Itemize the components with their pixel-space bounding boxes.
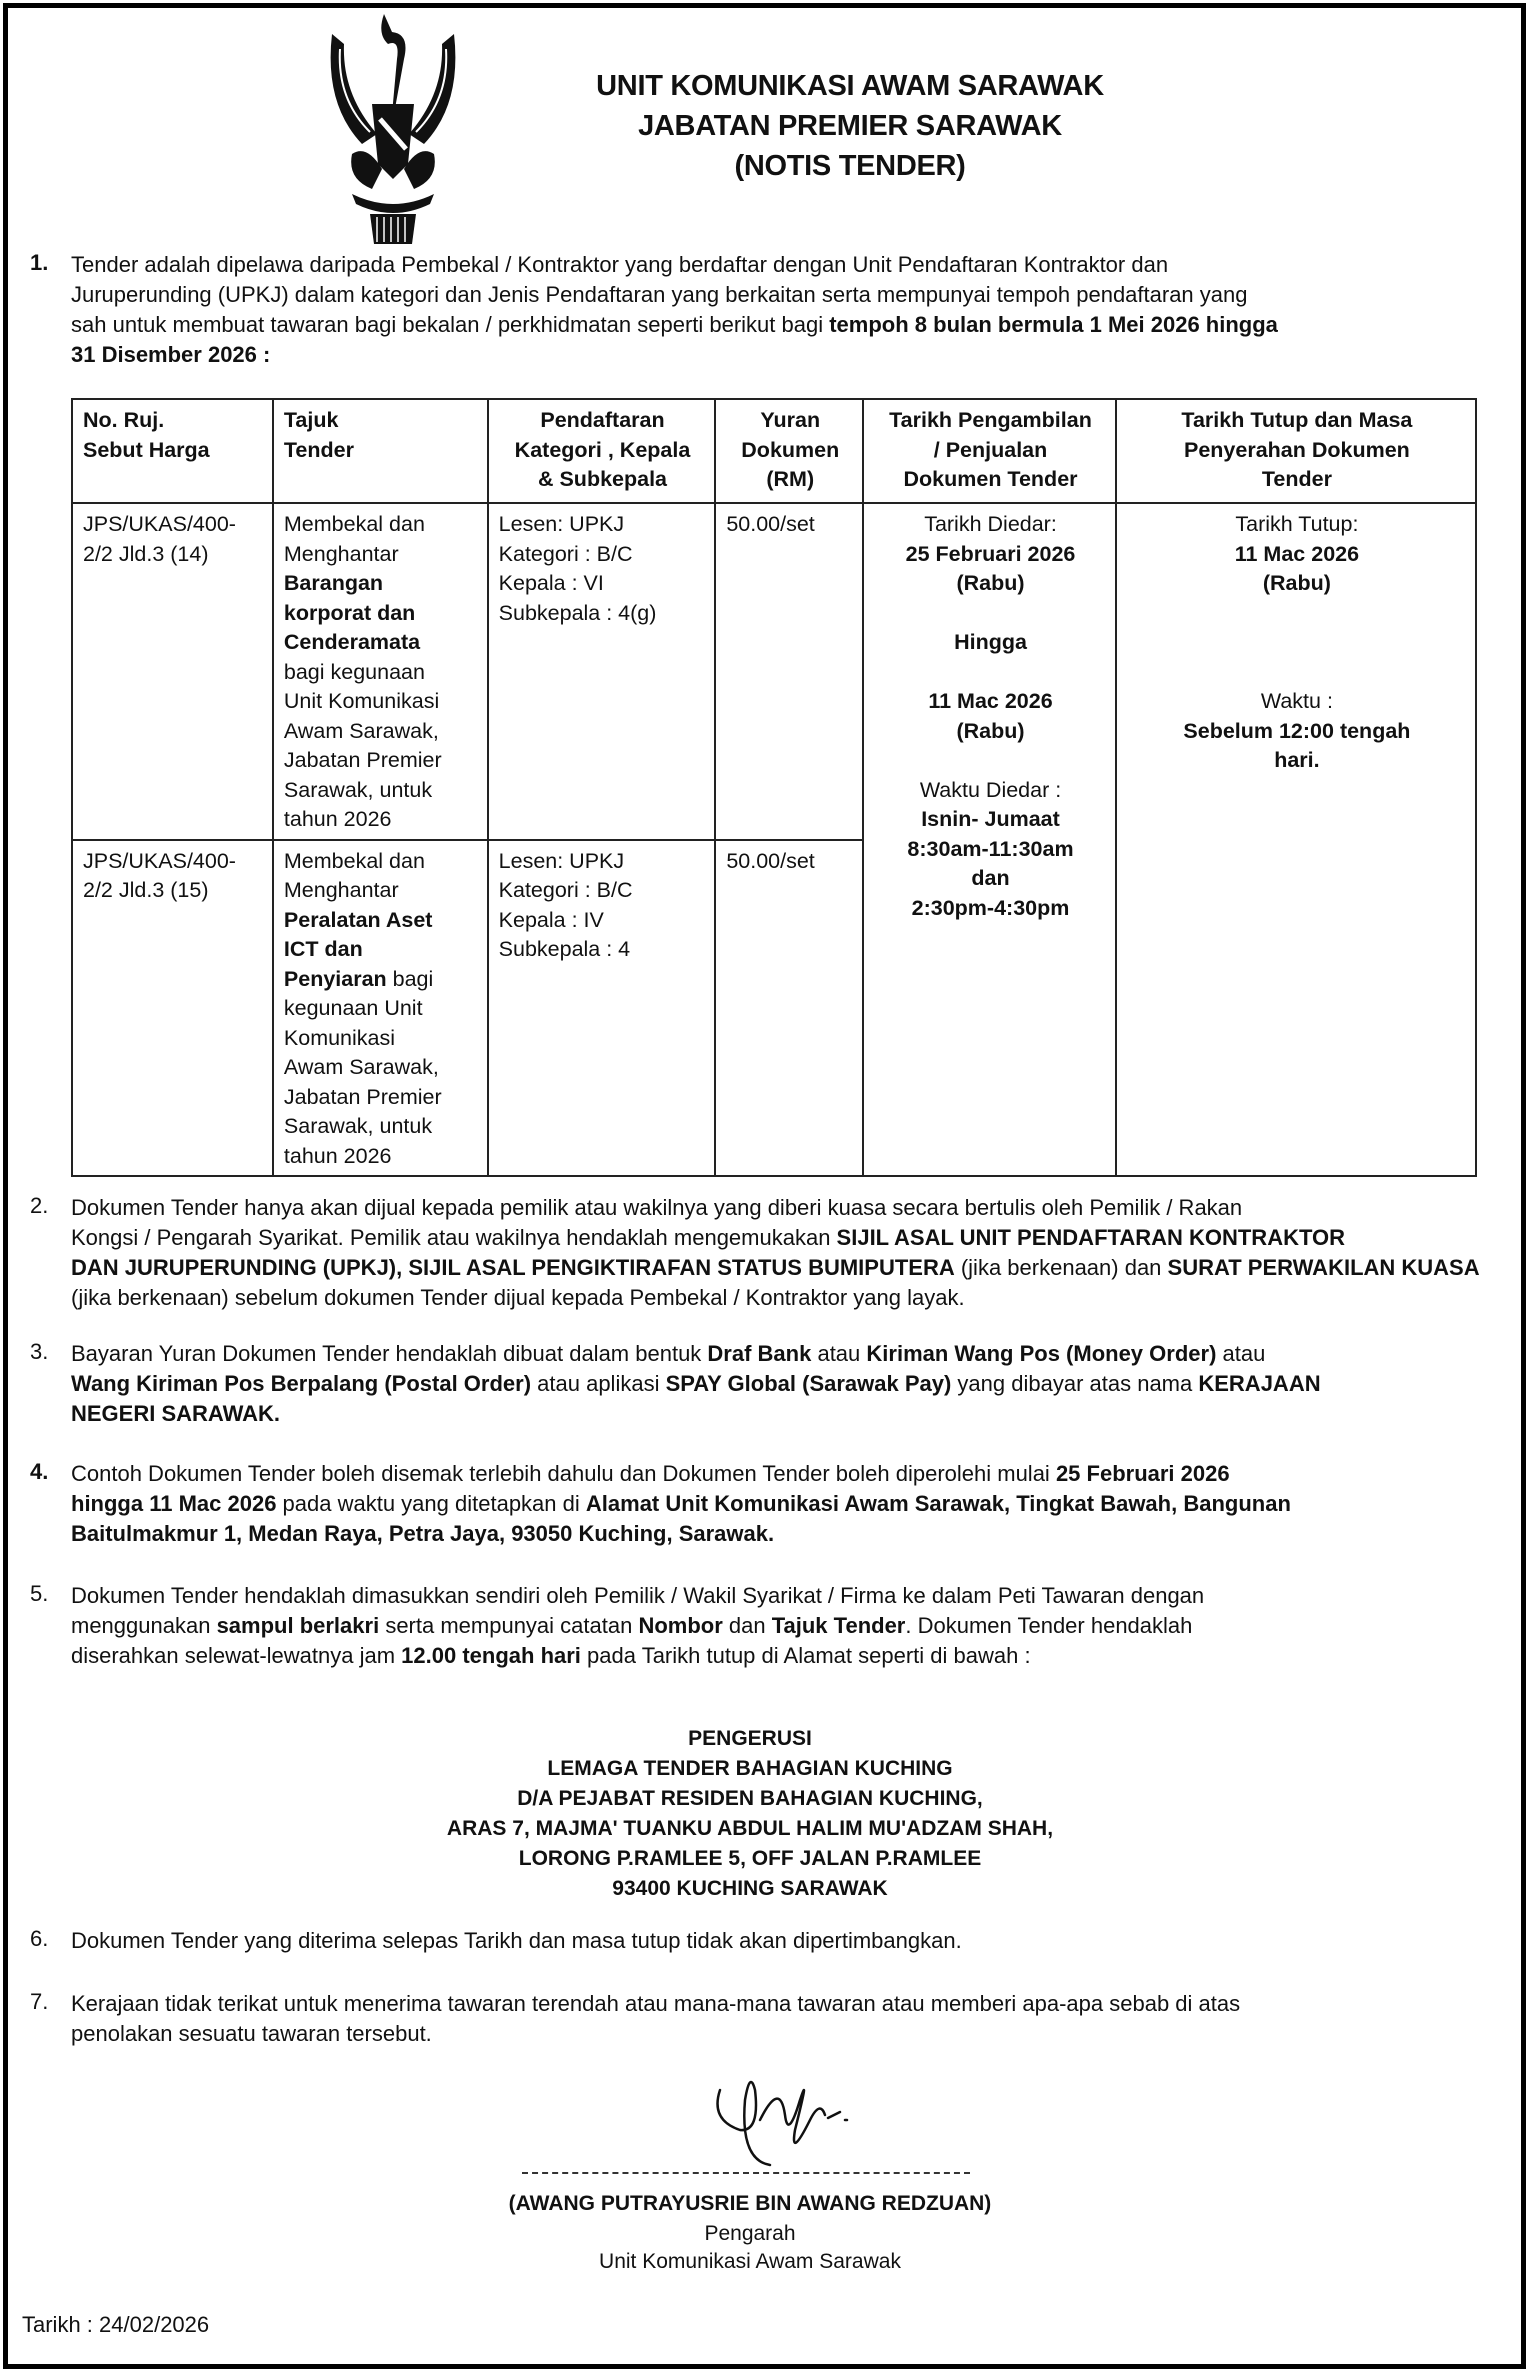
bold-text-segment: Nombor [638, 1613, 723, 1638]
submission-address [300, 1724, 1200, 1904]
header-notice-title: (NOTIS TENDER) [734, 150, 966, 182]
bold-text-segment: Tajuk Tender [771, 1613, 906, 1638]
table-row [72, 503, 1476, 840]
address-line: PENGERUSI [688, 1727, 812, 1750]
header-document-fee: Yuran Dokumen (RM) [715, 399, 863, 503]
bold-text-segment: Sebelum 12:00 tengah hari. [1183, 718, 1411, 772]
handwritten-signature [700, 2060, 880, 2170]
signature-line [522, 2172, 970, 2174]
cell-reference-no: JPS/UKAS/400- 2/2 Jld.3 (14) [72, 503, 273, 840]
paragraph-text [71, 1459, 1486, 1549]
cell-document-fee: 50.00/set [715, 840, 863, 1177]
bold-text-segment: Peralatan Aset ICT dan Penyiaran [283, 907, 433, 991]
address-line: LORONG P.RAMLEE 5, OFF JALAN P.RAMLEE [518, 1847, 982, 1870]
paragraph-text [71, 1581, 1486, 1671]
header-collection-date: Tarikh Pengambilan / Penjualan Dokumen Tender [863, 399, 1116, 503]
paragraph-number: 5. [30, 1581, 49, 1606]
text-segment: Dokumen Tender hendaklah dimasukkan sendiri oleh Pemilik / Wakil Syarikat / Firma ke dalam Peti Tawaran dengan menggunakan [71, 1583, 1205, 1638]
cell-tender-title [273, 503, 488, 840]
bold-text-segment: 12.00 tengah hari [401, 1643, 581, 1668]
header-unit-name: UNIT KOMUNIKASI AWAM SARAWAK [596, 70, 1104, 102]
text-segment: bagi kegunaan Unit Komunikasi Awam Sarawak, Jabatan Premier Sarawak, untuk tahun 2026 [283, 659, 442, 831]
signatory-unit: Unit Komunikasi Awam Sarawak [599, 2250, 901, 2273]
cell-collection-date [863, 503, 1116, 1176]
paragraph-text [71, 1193, 1486, 1313]
text-segment: Dokumen Tender yang diterima selepas Tarikh dan masa tutup tidak akan dipertimbangkan. [71, 1928, 962, 1953]
bold-text-segment: 11 Mac 2026 (Rabu) [1234, 541, 1360, 595]
text-segment: Contoh Dokumen Tender boleh disemak terlebih dahulu dan Dokumen Tender boleh diperolehi mulai [71, 1461, 1056, 1486]
bold-text-segment: tempoh 8 bulan bermula 1 Mei 2026 hingga 31 Disember 2026 : [71, 312, 1278, 367]
text-segment: Tender adalah dipelawa daripada Pembekal / Kontraktor yang berdaftar dengan Unit Pendaftaran Kontraktor dan Juruperunding (UPKJ) dalam kategori dan Jenis Pendaftaran yang berkaitan serta mempunyai tempoh pendaftaran yang sah untuk membuat tawaran bagi bekalan / perkhidmatan seperti berikut bagi [71, 252, 1248, 337]
bold-text-segment: SIJIL ASAL UNIT PENDAFTARAN KONTRAKTOR DAN JURUPERUNDING (UPKJ), SIJIL ASAL PENGIKTIRAFAN STATUS BUMIPUTERA [71, 1225, 1346, 1280]
text-segment: dan [722, 1613, 772, 1638]
address-line: 93400 KUCHING SARAWAK [612, 1877, 888, 1900]
text-segment: atau [811, 1341, 867, 1366]
header-registration: Pendaftaran Kategori , Kepala & Subkepala [488, 399, 716, 503]
bold-text-segment: Draf Bank [707, 1341, 812, 1366]
paragraph-text [71, 1926, 1486, 1956]
cell-closing-date [1116, 503, 1476, 1176]
cell-tender-title [273, 840, 488, 1177]
header-tender-title: Tajuk Tender [273, 399, 488, 503]
signatory-position: Pengarah [704, 2222, 796, 2245]
header-reference-no: No. Ruj. Sebut Harga [72, 399, 273, 503]
paragraph-number: 1. [30, 250, 49, 275]
text-segment: bagi kegunaan Unit Komunikasi Awam Sarawak, Jabatan Premier Sarawak, untuk tahun 2026 [283, 966, 442, 1168]
tender-table [71, 398, 1477, 1177]
bold-text-segment: 25 Februari 2026 (Rabu) Hingga 11 Mac 2026 (Rabu) [905, 541, 1076, 743]
text-segment: atau aplikasi [531, 1371, 666, 1396]
paragraph-number: 7. [30, 1989, 49, 2014]
address-line: ARAS 7, MAJMA' TUANKU ABDUL HALIM MU'ADZAM SHAH, [446, 1817, 1054, 1840]
notice-date: Tarikh : 24/02/2026 [22, 2312, 210, 2337]
text-segment: (jika berkenaan) sebelum dokumen Tender dijual kepada Pembekal / Kontraktor yang layak. [71, 1285, 965, 1310]
bold-text-segment: Barangan korporat dan Cenderamata [283, 571, 421, 654]
text-segment: Membekal dan Menghantar [283, 512, 425, 566]
text-segment: yang dibayar atas nama [951, 1371, 1199, 1396]
text-segment: Waktu : [1260, 689, 1333, 713]
cell-registration: Lesen: UPKJ Kategori : B/C Kepala : IV Subkepala : 4 [488, 840, 716, 1177]
cell-reference-no: JPS/UKAS/400- 2/2 Jld.3 (15) [72, 840, 273, 1177]
text-segment: pada waktu yang ditetapkan di [276, 1491, 586, 1516]
paragraph-text [71, 1339, 1486, 1429]
text-segment: Dokumen Tender hanya akan dijual kepada pemilik atau wakilnya yang diberi kuasa secara bertulis oleh Pemilik / Rakan Kongsi / Pengarah Syarikat. Pemilik atau wakilnya hendaklah mengemukakan [71, 1195, 1243, 1250]
bold-text-segment: sampul berlakri [216, 1613, 380, 1638]
address-line: D/A PEJABAT RESIDEN BAHAGIAN KUCHING, [517, 1787, 983, 1810]
text-segment: Membekal dan Menghantar [283, 848, 425, 902]
sarawak-coat-of-arms-logo [322, 14, 464, 244]
paragraph-number: 6. [30, 1926, 49, 1951]
signatory-name: (AWANG PUTRAYUSRIE BIN AWANG REDZUAN) [508, 2192, 992, 2215]
paragraph-text [71, 250, 1486, 370]
table-header-row [72, 399, 1476, 503]
text-segment: Kerajaan tidak terikat untuk menerima tawaran terendah atau mana-mana tawaran atau memberi apa-apa sebab di atas penolakan sesuatu tawaran tersebut. [71, 1991, 1241, 2046]
text-segment: Waktu Diedar : [919, 777, 1062, 802]
bold-text-segment: 25 Februari 2026 hingga 11 Mac 2026 [71, 1461, 1230, 1516]
address-line: LEMAGA TENDER BAHAGIAN KUCHING [547, 1757, 953, 1780]
bold-text-segment: SURAT PERWAKILAN KUASA [1167, 1255, 1480, 1280]
text-segment: . Dokumen Tender hendaklah diserahkan selewat-lewatnya jam [71, 1613, 1193, 1668]
cell-document-fee: 50.00/set [715, 503, 863, 840]
paragraph-number: 3. [30, 1339, 49, 1364]
text-segment: serta mempunyai catatan [379, 1613, 639, 1638]
bold-text-segment: Kiriman Wang Pos (Money Order) [866, 1341, 1217, 1366]
bold-text-segment: KERAJAAN NEGERI SARAWAK. [71, 1371, 1321, 1426]
text-segment: (jika berkenaan) dan [954, 1255, 1168, 1280]
header-closing-date: Tarikh Tutup dan Masa Penyerahan Dokumen Tender [1116, 399, 1476, 503]
bold-text-segment: Wang Kiriman Pos Berpalang (Postal Order) [71, 1371, 532, 1396]
text-segment: atau [1222, 1341, 1266, 1366]
bold-text-segment: SPAY Global (Sarawak Pay) [665, 1371, 952, 1396]
header-department: JABATAN PREMIER SARAWAK [638, 110, 1062, 142]
text-segment: Tarikh Tutup: [1235, 512, 1359, 536]
text-segment: pada Tarikh tutup di Alamat seperti di bawah : [580, 1643, 1031, 1668]
bold-text-segment: Isnin- Jumaat 8:30am-11:30am dan 2:30pm-4:30pm [907, 807, 1074, 920]
text-segment: Bayaran Yuran Dokumen Tender hendaklah dibuat dalam bentuk [71, 1341, 708, 1366]
text-segment: Tarikh Diedar: [924, 512, 1057, 536]
cell-registration: Lesen: UPKJ Kategori : B/C Kepala : VI Subkepala : 4(g) [488, 503, 716, 840]
paragraph-number: 4. [30, 1459, 49, 1484]
paragraph-number: 2. [30, 1193, 49, 1218]
paragraph-text [71, 1989, 1486, 2049]
bold-text-segment: Alamat Unit Komunikasi Awam Sarawak, Tingkat Bawah, Bangunan Baitulmakmur 1, Medan Raya, Petra Jaya, 93050 Kuching, Sarawak. [71, 1491, 1291, 1546]
